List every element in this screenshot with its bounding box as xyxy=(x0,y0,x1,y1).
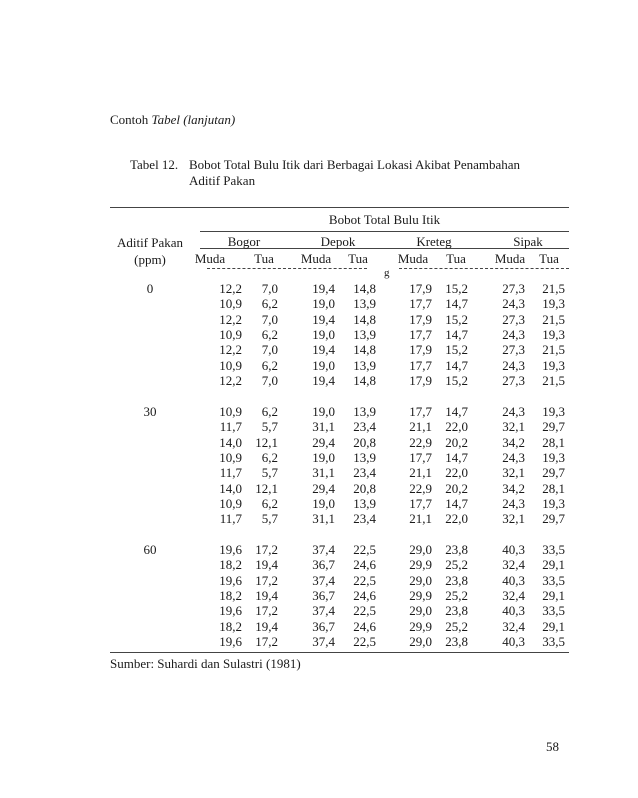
table-cell: 6,2 xyxy=(261,296,278,312)
table-cell: 17,9 xyxy=(409,311,432,327)
table-cell: 28,1 xyxy=(542,434,565,450)
table-cell: 19,3 xyxy=(542,495,565,511)
table-cell: 22,0 xyxy=(445,465,468,481)
table-cell: 24,3 xyxy=(502,357,525,373)
table-cell: 32,1 xyxy=(502,465,525,481)
table-cell: 21,5 xyxy=(542,311,565,327)
super-header-rule xyxy=(200,231,569,232)
table-cell: 32,1 xyxy=(502,511,525,527)
table-cell: 40,3 xyxy=(502,603,525,619)
table-cell: 12,2 xyxy=(219,311,242,327)
table-cell: 10,9 xyxy=(219,495,242,511)
table-source: Sumber: Suhardi dan Sulastri (1981) xyxy=(110,656,301,671)
table-cell: 15,2 xyxy=(445,342,468,358)
table-cell: 19,4 xyxy=(255,618,278,634)
table-cell: 19,4 xyxy=(255,557,278,573)
table-number: Tabel 12. xyxy=(130,157,179,172)
table-cell: 19,3 xyxy=(542,357,565,373)
location-header: Depok xyxy=(320,234,356,249)
table-cell: 19,3 xyxy=(542,404,565,419)
table-cell: 17,7 xyxy=(409,449,432,465)
row-header-line2: (ppm) xyxy=(134,252,166,267)
table-cell: 29,0 xyxy=(409,572,432,588)
table-cell: 14,7 xyxy=(445,404,468,419)
table-cell: 27,3 xyxy=(502,281,525,296)
location-header: Sipak xyxy=(513,234,543,249)
table-cell: 17,9 xyxy=(409,342,432,358)
table-cell: 24,3 xyxy=(502,495,525,511)
table-cell: 19,0 xyxy=(312,296,335,312)
table-cell: 24,3 xyxy=(502,326,525,342)
table-cell: 19,0 xyxy=(312,357,335,373)
table-cell: 14,0 xyxy=(219,480,242,496)
sub-header: Tua xyxy=(446,251,466,266)
caption-prefix: Contoh xyxy=(110,112,152,127)
table-cell: 22,0 xyxy=(445,511,468,527)
table-cell: 29,9 xyxy=(409,618,432,634)
table-cell: 7,0 xyxy=(261,281,278,296)
table-cell: 21,1 xyxy=(409,511,432,527)
table-cell: 29,9 xyxy=(409,587,432,603)
table-cell: 10,9 xyxy=(219,357,242,373)
table-cell: 24,3 xyxy=(502,296,525,312)
table-cell: 27,3 xyxy=(502,342,525,358)
table-cell: 34,2 xyxy=(502,480,525,496)
unit-dash-left xyxy=(207,268,367,269)
sub-header: Muda xyxy=(397,251,429,266)
table-cell: 14,7 xyxy=(445,326,468,342)
table-cell: 14,7 xyxy=(445,296,468,312)
table-cell: 19,4 xyxy=(312,372,335,388)
table-cell: 14,8 xyxy=(353,342,376,358)
table-cell: 31,1 xyxy=(312,465,335,481)
table-cell: 19,6 xyxy=(219,603,242,619)
table-cell: 36,7 xyxy=(312,587,335,603)
table-cell: 21,1 xyxy=(409,419,432,435)
table-cell: 36,7 xyxy=(312,618,335,634)
table-cell: 40,3 xyxy=(502,572,525,588)
table-cell: 24,3 xyxy=(502,449,525,465)
unit-label: g xyxy=(384,267,390,279)
location-header: Kreteg xyxy=(416,234,452,249)
table-cell: 6,2 xyxy=(261,495,278,511)
table-cell: 13,9 xyxy=(353,326,376,342)
unit-dash-right xyxy=(399,268,569,269)
table-cell: 6,2 xyxy=(261,404,278,419)
table-cell: 27,3 xyxy=(502,311,525,327)
table-cell: 23,8 xyxy=(445,542,468,557)
table-cell: 24,6 xyxy=(353,587,376,603)
table-cell: 11,7 xyxy=(219,465,242,481)
table-cell: 37,4 xyxy=(312,542,335,557)
table-cell: 29,1 xyxy=(542,618,565,634)
table-cell: 10,9 xyxy=(219,404,242,419)
table-cell: 11,7 xyxy=(219,511,242,527)
table-cell: 25,2 xyxy=(445,557,468,573)
table-cell: 19,4 xyxy=(312,281,335,296)
table-cell: 7,0 xyxy=(261,342,278,358)
table-cell: 32,4 xyxy=(502,587,525,603)
table-cell: 29,1 xyxy=(542,557,565,573)
table-cell: 7,0 xyxy=(261,311,278,327)
table-cell: 29,0 xyxy=(409,542,432,557)
table-cell: 17,9 xyxy=(409,281,432,296)
table-cell: 22,5 xyxy=(353,633,376,649)
sub-header: Muda xyxy=(300,251,332,266)
table-cell: 19,4 xyxy=(312,342,335,358)
table-cell: 17,9 xyxy=(409,372,432,388)
table-cell: 12,2 xyxy=(219,281,242,296)
table-cell: 29,7 xyxy=(542,465,565,481)
table-cell: 18,2 xyxy=(219,618,242,634)
table-cell: 25,2 xyxy=(445,587,468,603)
table-cell: 32,1 xyxy=(502,419,525,435)
table-cell: 19,4 xyxy=(255,587,278,603)
table-cell: 33,5 xyxy=(542,542,565,557)
table-cell: 22,5 xyxy=(353,542,376,557)
row-header-line1: Aditif Pakan xyxy=(116,235,184,250)
table-cell: 20,8 xyxy=(353,434,376,450)
table-cell: 19,0 xyxy=(312,449,335,465)
table-cell: 14,8 xyxy=(353,311,376,327)
table-cell: 19,0 xyxy=(312,495,335,511)
super-header: Bobot Total Bulu Itik xyxy=(328,212,441,227)
table-cell: 29,4 xyxy=(312,434,335,450)
table-cell: 12,1 xyxy=(255,434,278,450)
table-cell: 19,0 xyxy=(312,326,335,342)
sub-header: Muda xyxy=(494,251,526,266)
location-header: Bogor xyxy=(227,234,261,249)
table-cell: 17,7 xyxy=(409,404,432,419)
table-cell: 19,0 xyxy=(312,404,335,419)
table-cell: 29,9 xyxy=(409,557,432,573)
sub-header: Muda xyxy=(194,251,226,266)
table-cell: 29,7 xyxy=(542,419,565,435)
table-cell: 19,3 xyxy=(542,296,565,312)
caption xyxy=(110,112,235,128)
table-cell: 14,8 xyxy=(353,281,376,296)
table-cell: 14,7 xyxy=(445,495,468,511)
table-cell: 37,4 xyxy=(312,633,335,649)
group-level: 0 xyxy=(146,281,154,296)
page-number: 58 xyxy=(546,739,559,754)
table-cell: 5,7 xyxy=(261,419,278,435)
table-cell: 21,5 xyxy=(542,372,565,388)
table-cell: 17,2 xyxy=(255,603,278,619)
table-cell: 19,6 xyxy=(219,633,242,649)
table-cell: 33,5 xyxy=(542,572,565,588)
table-cell: 6,2 xyxy=(261,326,278,342)
table-cell: 19,3 xyxy=(542,326,565,342)
table-cell: 40,3 xyxy=(502,542,525,557)
table-cell: 29,7 xyxy=(542,511,565,527)
table-cell: 31,1 xyxy=(312,419,335,435)
table-cell: 13,9 xyxy=(353,357,376,373)
table-top-rule xyxy=(110,207,569,208)
table-title-line2: Aditif Pakan xyxy=(189,173,256,188)
table-cell: 21,5 xyxy=(542,281,565,296)
group-level: 30 xyxy=(143,404,157,419)
table-cell: 6,2 xyxy=(261,357,278,373)
table-cell: 5,7 xyxy=(261,465,278,481)
table-cell: 11,7 xyxy=(219,419,242,435)
table-cell: 10,9 xyxy=(219,296,242,312)
table-cell: 18,2 xyxy=(219,557,242,573)
table-cell: 13,9 xyxy=(353,296,376,312)
table-cell: 29,1 xyxy=(542,587,565,603)
table-cell: 13,9 xyxy=(353,495,376,511)
table-cell: 29,0 xyxy=(409,633,432,649)
table-cell: 40,3 xyxy=(502,633,525,649)
table-cell: 29,4 xyxy=(312,480,335,496)
sub-header: Tua xyxy=(539,251,559,266)
table-cell: 32,4 xyxy=(502,557,525,573)
table-title-line1: Bobot Total Bulu Itik dari Berbagai Lokasi Akibat Penambahan xyxy=(189,157,521,172)
table-cell: 18,2 xyxy=(219,587,242,603)
table-cell: 13,9 xyxy=(353,404,376,419)
table-cell: 22,5 xyxy=(353,603,376,619)
table-cell: 32,4 xyxy=(502,618,525,634)
table-cell: 5,7 xyxy=(261,511,278,527)
table-cell: 22,5 xyxy=(353,572,376,588)
table-cell: 7,0 xyxy=(261,372,278,388)
table-cell: 15,2 xyxy=(445,281,468,296)
table-cell: 19,6 xyxy=(219,572,242,588)
table-cell: 34,2 xyxy=(502,434,525,450)
group-level: 60 xyxy=(143,542,157,557)
table-cell: 24,6 xyxy=(353,557,376,573)
table-cell: 27,3 xyxy=(502,372,525,388)
table-cell: 12,2 xyxy=(219,342,242,358)
table-cell: 17,7 xyxy=(409,495,432,511)
table-cell: 13,9 xyxy=(353,449,376,465)
table-cell: 23,8 xyxy=(445,603,468,619)
table-title xyxy=(189,157,520,189)
table-cell: 24,3 xyxy=(502,404,525,419)
table-cell: 20,8 xyxy=(353,480,376,496)
caption-italic: Tabel (lanjutan) xyxy=(151,112,236,127)
table-cell: 17,7 xyxy=(409,296,432,312)
table-cell: 21,5 xyxy=(542,342,565,358)
table-cell: 20,2 xyxy=(445,480,468,496)
table-cell: 20,2 xyxy=(445,434,468,450)
table-cell: 10,9 xyxy=(219,449,242,465)
table-cell: 15,2 xyxy=(445,372,468,388)
table-cell: 19,3 xyxy=(542,449,565,465)
table-cell: 28,1 xyxy=(542,480,565,496)
table-cell: 23,4 xyxy=(353,465,376,481)
table-cell: 19,6 xyxy=(219,542,242,557)
table-cell: 12,1 xyxy=(255,480,278,496)
table-cell: 36,7 xyxy=(312,557,335,573)
table-cell: 22,9 xyxy=(409,434,432,450)
table-cell: 17,2 xyxy=(255,572,278,588)
table-cell: 23,4 xyxy=(353,419,376,435)
table-cell: 24,6 xyxy=(353,618,376,634)
table-cell: 33,5 xyxy=(542,633,565,649)
table-cell: 17,7 xyxy=(409,357,432,373)
table-cell: 14,0 xyxy=(219,434,242,450)
table-cell: 12,2 xyxy=(219,372,242,388)
table-cell: 22,9 xyxy=(409,480,432,496)
table-cell: 14,7 xyxy=(445,357,468,373)
table-cell: 21,1 xyxy=(409,465,432,481)
table-cell: 23,8 xyxy=(445,572,468,588)
table-cell: 29,0 xyxy=(409,603,432,619)
sub-header: Tua xyxy=(254,251,274,266)
table-cell: 14,8 xyxy=(353,372,376,388)
table-cell: 23,4 xyxy=(353,511,376,527)
table-cell: 37,4 xyxy=(312,572,335,588)
table-cell: 6,2 xyxy=(261,449,278,465)
table-cell: 22,0 xyxy=(445,419,468,435)
table-cell: 33,5 xyxy=(542,603,565,619)
table-cell: 17,7 xyxy=(409,326,432,342)
table-cell: 15,2 xyxy=(445,311,468,327)
table-cell: 25,2 xyxy=(445,618,468,634)
table-bottom-rule xyxy=(110,652,569,653)
table-cell: 17,2 xyxy=(255,633,278,649)
table-cell: 31,1 xyxy=(312,511,335,527)
table-cell: 14,7 xyxy=(445,449,468,465)
table-cell: 37,4 xyxy=(312,603,335,619)
table-cell: 19,4 xyxy=(312,311,335,327)
table-cell: 17,2 xyxy=(255,542,278,557)
table-cell: 10,9 xyxy=(219,326,242,342)
sub-header: Tua xyxy=(348,251,368,266)
table-cell: 23,8 xyxy=(445,633,468,649)
